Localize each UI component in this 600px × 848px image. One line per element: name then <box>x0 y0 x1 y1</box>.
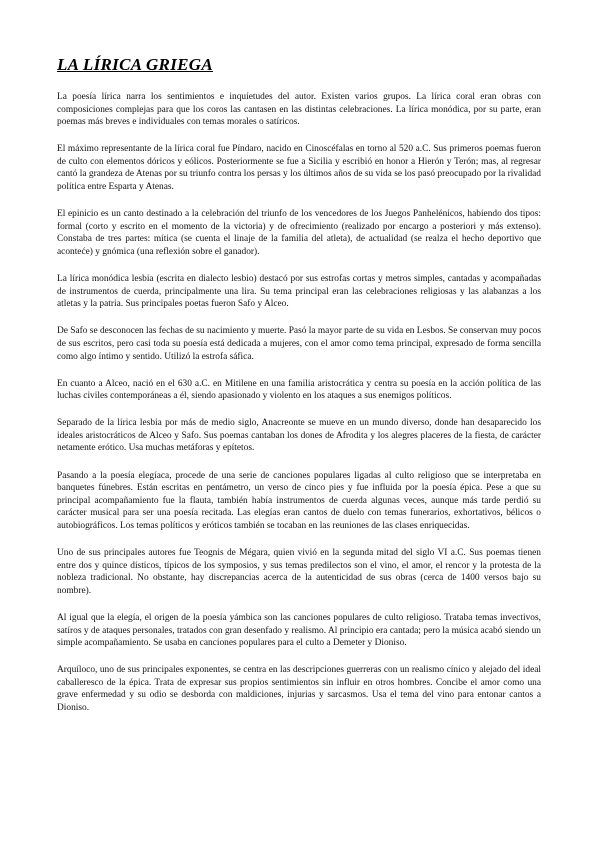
document-title: LA LÍRICA GRIEGA <box>57 55 213 74</box>
paragraph-alceo: En cuanto a Alceo, nació en el 630 a.C. en Mitilene en una familia aristocrática y centra su poesía en la acción política de las luchas civiles contemporáneas a él, siendo apasionado y violento en los ataques a sus enemigos políticos. <box>57 378 541 402</box>
paragraph-teognis: Uno de sus principales autores fue Teognis de Mégara, quien vivió en la segunda mitad del siglo VI a.C. Sus poemas tienen entre dos y quince dísticos, típicos de los symposios, y sus temas predilectos son el vino, el amor, el rencor y la protesta de la nobleza tradicional. No obstante, hay discrepancias acerca de la autenticidad de sus obras (cerca de 1400 versos bajo su nombre). <box>57 548 541 596</box>
paragraph-lirica-monodica: La lírica monódica lesbia (escrita en dialecto lesbio) destacó por sus estrofas cortas y metros simples, cantadas y acompañadas de instrumentos de cuerda, principalmente una lira. Su tema principal eran las celebraciones religiosas y las alabanzas a los atletas y la patria. Sus principales poetas fueron Safo y Alceo. <box>57 274 541 310</box>
paragraph-safo: De Safo se desconocen las fechas de su nacimiento y muerte. Pasó la mayor parte de su vida en Lesbos. Se conservan muy pocos de sus escritos, pero casi toda su poesía está dedicada a mujeres, con el amor como tema principal, expresado de forma sencilla como algo íntimo y sentido. Utilizó la estrofa sáfica. <box>57 326 541 362</box>
paragraph-epinicio: El epinicio es un canto destinado a la celebración del triunfo de los vencedores de los Juegos Panhelénicos, habiendo dos tipos: formal (corto y escrito en el momento de la victoria) y de ofrecimiento (realizado por encargo a posteriori y más extenso). Constaba de tres partes: mítica (se cuenta el linaje de la familia del atleta), de actualidad (se realza el hecho deportivo que aconteće) y gnómica (una reflexión sobre el ganador). <box>57 209 541 257</box>
paragraph-anacreonte: Separado de la lírica lesbia por más de medio siglo, Anacreonte se mueve en un mundo diverso, donde han desaparecido los ideales aristocráticos de Alceo y Safo. Sus poemas cantaban los dones de Afrodita y los alegres placeres de la fiesta, de carácter netamente erótico. Usa muchas metáforas y epítetos. <box>57 418 541 454</box>
paragraph-yambica: Al igual que la elegía, el origen de la poesía yámbica son las canciones populares de culto religioso. Trataba temas invectivos, satíros y de ataques personales, tratados con gran desenfado y realismo. Al principio era cantada; pero la música acabó siendo un simple acompañamiento. Se usaba en canciones populares para el culto a Demeter y Dioniso. <box>57 612 541 649</box>
paragraph-elegiaca: Pasando a la poesía elegíaca, procede de una serie de canciones populares ligadas al culto religioso que se interpretaba en banquetes fúnebres. Están escritas en pentámetro, un verso de cinco pies y fue influida por la poesía épica. Pese a que su principal acompañamiento fue la flauta, también había instrumentos de cuerda algunas veces, aunque más tarde perdió su carácter musical para ser una poesía recitada. Las elegías eran cantos de duelo con temas funerarios, exhortativos, bélicos o autobiográficos. Los temas políticos y eróticos también se tocaban en las reuniones de las clases enriquecidas. <box>57 470 541 531</box>
paragraph-pindaro: El máximo representante de la lírica coral fue Píndaro, nacido en Cinoscéfalas en torno al 520 a.C. Sus primeros poemas fueron de culto con elementos dóricos y eólicos. Posteriormente se fue a Sicilia y escribió en honor a Hierón y Terón; mas, al regresar cantó la grandeza de Atenas por su triunfo contra los persas y los últimos años de su vida se los pasó preocupado por la rivalidad política entre Esparta y Atenas. <box>57 144 541 193</box>
document-body <box>57 91 541 729</box>
paragraph-arquiloco: Arquíloco, uno de sus principales exponentes, se centra en las descripciones guerreras con un realismo cínico y alejado del ideal caballeresco de la épica. Trata de expresar sus propios sentimientos sin influir en otros hombres. Concibe el amor como una grave enfermedad y su odio se desborda con maldiciones, injurias y sarcasmos. Usa el tema del vino para entonar cantos a Dioniso. <box>57 665 541 713</box>
paragraph-intro: La poesía lírica narra los sentimientos e inquietudes del autor. Existen varios grupos. La lírica coral eran obras con composiciones complejas para que los coros las cantasen en las distintas celebraciones. La lírica monódica, por su parte, eran poemas más breves e individuales con temas morales o satíricos. <box>57 92 541 128</box>
